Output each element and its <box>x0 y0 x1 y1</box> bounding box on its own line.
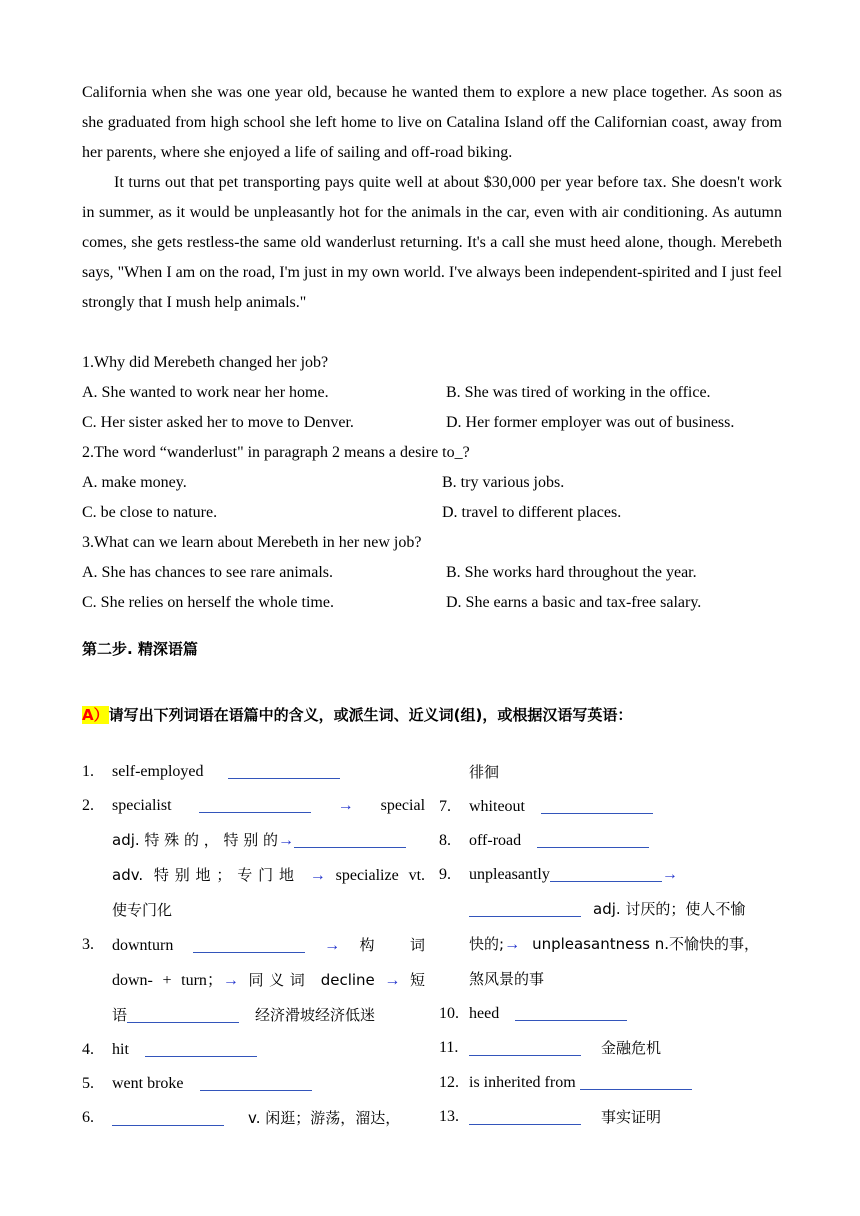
option-d: D. Her former employer was out of business. <box>446 414 735 431</box>
item-gloss: adj. 特 殊 的 ， 特 别 的 <box>112 831 279 849</box>
item-term: heed <box>469 1005 500 1022</box>
vocab-item-3 <box>82 928 425 1033</box>
option-d: D. She earns a basic and tax-free salary. <box>446 594 702 611</box>
item-number: 1. <box>82 763 94 780</box>
vocab-item-6-continued <box>439 755 782 790</box>
item-gloss: adv. 特别地；专门地 <box>112 866 300 884</box>
vocab-item-12 <box>439 1066 782 1100</box>
item-number: 7. <box>439 798 451 815</box>
option-b: B. She was tired of working in the office. <box>446 384 711 401</box>
vocab-item-4 <box>82 1033 425 1067</box>
option-c: C. She relies on herself the whole time. <box>82 594 334 611</box>
item-gloss: 煞风景的事 <box>469 970 545 988</box>
answer-blank[interactable] <box>541 812 653 814</box>
arrow-icon: → <box>661 866 678 883</box>
item-number: 8. <box>439 832 451 849</box>
item-number: 11. <box>439 1039 459 1056</box>
question-stem: 1.Why did Merebeth changed her job? <box>82 354 329 371</box>
option-c: C. be close to nature. <box>82 504 218 521</box>
answer-blank[interactable] <box>550 880 662 882</box>
question-1 <box>82 348 782 438</box>
answer-blank[interactable] <box>469 1123 581 1125</box>
arrow-icon: → <box>324 937 341 954</box>
vocab-item-6 <box>82 1101 425 1136</box>
item-term: whiteout <box>469 798 525 815</box>
vocab-item-2 <box>82 789 425 928</box>
item-gloss: adj. 讨厌的；使人不愉 <box>593 900 746 918</box>
section-instruction: 请写出下列词语在语篇中的含义，或派生词、近义词(组)，或根据汉语写英语： <box>108 706 633 724</box>
item-number: 13. <box>439 1108 459 1125</box>
item-gloss: 快的; <box>469 935 505 953</box>
arrow-icon: → <box>222 972 239 989</box>
item-term: unpleasantly <box>469 866 550 883</box>
question-3 <box>82 528 782 618</box>
item-number: 9. <box>439 866 451 883</box>
item-gloss: 事实证明 <box>601 1108 662 1126</box>
item-gloss: 语 <box>112 1006 128 1024</box>
answer-blank[interactable] <box>199 811 311 813</box>
passage-paragraph-1: California when she was one year old, because he wanted them to explore a new place together. As soon as she graduated from high school she left home to live on Catalina Island off the Californian coast, away from her parents, where she enjoyed a life of sailing and off-road biking. <box>82 84 782 161</box>
answer-blank[interactable] <box>145 1055 257 1057</box>
item-pos: vt. <box>408 867 426 884</box>
option-c: C. Her sister asked her to move to Denver. <box>82 414 354 431</box>
answer-blank[interactable] <box>112 1124 224 1126</box>
item-term: self-employed <box>112 763 204 780</box>
item-derivative: unpleasantness n.不愉快的事， <box>532 935 759 953</box>
vocab-item-11 <box>439 1031 782 1066</box>
answer-blank[interactable] <box>294 846 406 848</box>
answer-blank[interactable] <box>515 1019 627 1021</box>
item-term: hit <box>112 1041 129 1058</box>
question-stem: 2.The word “wanderlust" in paragraph 2 means a desire to_? <box>82 444 470 461</box>
item-gloss: 使专门化 <box>112 901 173 919</box>
option-b: B. She works hard throughout the year. <box>446 564 697 581</box>
answer-blank[interactable] <box>469 1054 581 1056</box>
vocab-list <box>82 755 782 1136</box>
vocab-item-5 <box>82 1067 425 1101</box>
answer-blank[interactable] <box>200 1089 312 1091</box>
answer-blank[interactable] <box>580 1088 692 1090</box>
vocab-item-9 <box>439 858 782 997</box>
vocab-column-right <box>439 755 782 1136</box>
arrow-icon: → <box>337 797 354 814</box>
item-number: 3. <box>82 936 94 953</box>
option-b: B. try various jobs. <box>442 474 565 491</box>
item-number: 12. <box>439 1074 459 1091</box>
answer-blank[interactable] <box>228 777 340 779</box>
item-number: 5. <box>82 1075 94 1092</box>
step-heading: 第二步. 精深语篇 <box>82 640 198 658</box>
item-gloss: down- + <box>112 972 172 989</box>
item-gloss: turn； <box>181 972 223 989</box>
answer-blank[interactable] <box>537 846 649 848</box>
arrow-icon: → <box>278 832 295 849</box>
arrow-icon: → <box>309 867 326 884</box>
item-term: downturn <box>112 937 174 954</box>
item-number: 6. <box>82 1109 94 1126</box>
passage-paragraph-2: It turns out that pet transporting pays quite well at about $30,000 per year before tax. She doesn't work in summer, as it would be unpleasantly hot for the animals in the car, even with air conditioning. As autumn comes, she gets restless-the same old wanderlust returning. It's a call she must heed alone, though. Merebeth says, "When I am on the road, I'm just in my own world. I've always been independent-spirited and I just feel strongly that I mush help animals." <box>82 174 782 311</box>
question-stem: 3.What can we learn about Merebeth in her new job? <box>82 534 422 551</box>
item-number: 10. <box>439 1005 459 1022</box>
item-number: 4. <box>82 1041 94 1058</box>
option-a: A. make money. <box>82 474 187 491</box>
section-marker: A） <box>82 706 109 724</box>
item-term: specialist <box>112 797 172 814</box>
item-number: 2. <box>82 797 94 814</box>
item-gloss: 金融危机 <box>601 1039 662 1057</box>
answer-blank[interactable] <box>127 1021 239 1023</box>
vocab-item-1 <box>82 755 425 789</box>
item-gloss: 经济滑坡经济低迷 <box>255 1006 376 1024</box>
item-term: went broke <box>112 1075 184 1092</box>
item-gloss: 徘徊 <box>469 763 500 781</box>
vocab-item-10 <box>439 997 782 1031</box>
document-page <box>82 78 782 730</box>
section-a-heading <box>82 700 782 730</box>
question-2 <box>82 438 782 528</box>
vocab-item-7 <box>439 790 782 824</box>
vocab-item-13 <box>439 1100 782 1135</box>
option-d: D. travel to different places. <box>442 504 622 521</box>
item-root: special <box>380 797 426 814</box>
option-a: A. She has chances to see rare animals. <box>82 564 334 581</box>
item-derivative: specialize <box>335 867 399 884</box>
arrow-icon: → <box>384 972 401 989</box>
item-synonym: 同义词 decline <box>248 971 375 989</box>
vocab-column-left <box>82 755 425 1136</box>
arrow-icon: → <box>504 936 521 953</box>
option-a: A. She wanted to work near her home. <box>82 384 329 401</box>
vocab-item-8 <box>439 824 782 858</box>
item-gloss: 短 <box>410 971 426 989</box>
item-term: off-road <box>469 832 522 849</box>
item-gloss: v. 闲逛；游荡，溜达， <box>248 1109 401 1127</box>
answer-blank[interactable] <box>469 915 581 917</box>
item-gloss: 构 词 <box>359 936 426 954</box>
item-term: is inherited from <box>469 1074 576 1091</box>
answer-blank[interactable] <box>193 951 305 953</box>
